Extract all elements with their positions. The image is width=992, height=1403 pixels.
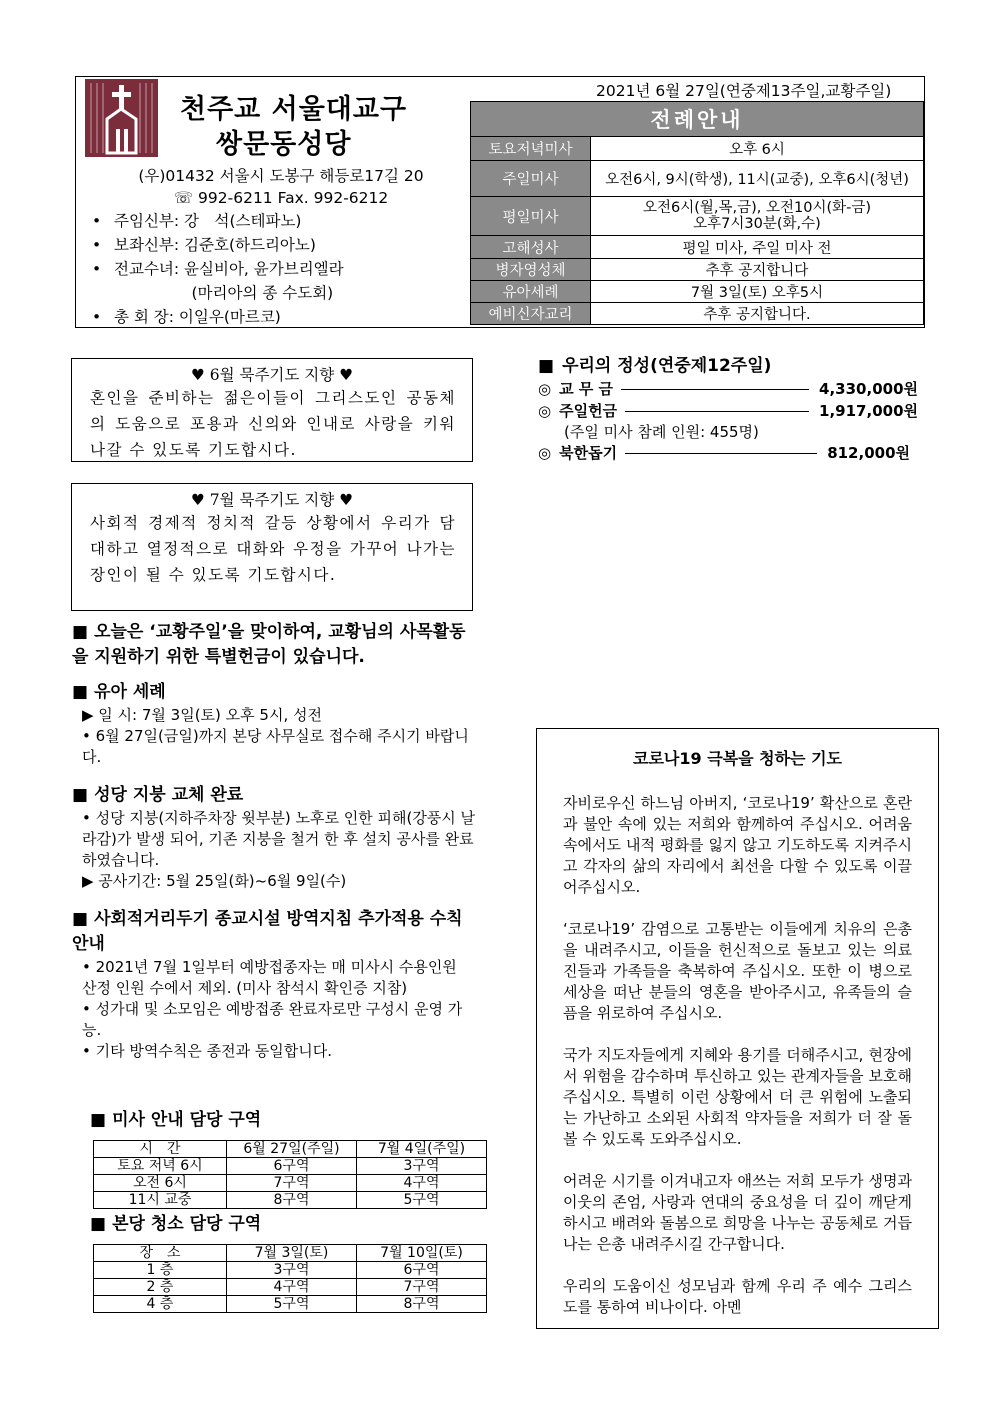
- section-marker: ■: [72, 785, 89, 805]
- table-header-row: 시 간 6월 27일(주일) 7월 4일(주일): [94, 1141, 487, 1158]
- section-marker: ■: [90, 1214, 107, 1234]
- notice-line: • 2021년 7월 1일부터 예방접종자는 매 미사시 수용인원 산정 인원 수에서 제외. (미사 참석시 확인증 지참): [82, 958, 457, 997]
- section-title: 미사 안내 담당 구역: [112, 1110, 262, 1130]
- offering-row: [538, 400, 918, 422]
- cleaning-section: [90, 1212, 494, 1237]
- liturgy-table: [470, 101, 924, 325]
- table-row: 1 층 3구역 6구역: [94, 1262, 487, 1279]
- liturgy-value: 추후 공지합니다: [591, 259, 924, 281]
- pope-sunday-notice: [72, 620, 476, 670]
- table-header-row: 장 소 7월 3일(토) 7월 10일(토): [94, 1245, 487, 1262]
- section-marker: ■: [72, 682, 89, 702]
- liturgy-value: 오후 6시: [591, 137, 924, 161]
- notice-line: • 성가대 및 소모임은 예방접종 완료자로만 구성시 운영 가능.: [82, 1000, 463, 1039]
- leader-line: [625, 453, 817, 454]
- liturgy-label: 예비신자교리: [471, 303, 591, 325]
- attendance-note: (주일 미사 참례 인원: 455명): [564, 423, 759, 441]
- offering-amount: 4,330,000원: [819, 380, 918, 398]
- notice-line: • 기타 방역수칙은 종전과 동일합니다.: [82, 1042, 333, 1060]
- offering-mark: ◎: [538, 444, 552, 462]
- cleaning-table: [93, 1244, 487, 1313]
- offering-amount: 812,000원: [827, 444, 910, 462]
- table-row: 오전 6시 7구역 4구역: [94, 1175, 487, 1192]
- offering-mark: ◎: [538, 402, 552, 420]
- table-row: 11시 교중 8구역 5구역: [94, 1192, 487, 1209]
- intention-title: ♥ 6월 묵주기도 지향 ♥: [190, 366, 354, 384]
- offering-label: 교 무 금: [559, 380, 614, 398]
- baptism-notice: [72, 680, 476, 768]
- notice-line: • 성당 지붕(지하주차장 윗부분) 노후로 인한 피해(강풍시 날라감)가 발생 되어, 기존 지붕을 철거 한 후 설치 공사를 완료하였습니다.: [82, 809, 476, 869]
- parish-title-line2: 쌍문동성당: [216, 129, 352, 160]
- table-row: 2 층 4구역 7구역: [94, 1279, 487, 1296]
- june-rosary-intention: [71, 358, 473, 462]
- staff-item: • 보좌신부: 김준호(하드리아노): [92, 236, 316, 254]
- staff-item: • 주임신부: 강 석(스테파노): [92, 212, 302, 230]
- intention-title: ♥ 7월 묵주기도 지향 ♥: [190, 491, 354, 509]
- staff-item: • 총 회 장: 이일우(마르코): [92, 308, 281, 326]
- staff-item: • 전교수녀: 윤실비아, 윤가브리엘라: [92, 260, 344, 278]
- parish-logo: [85, 79, 158, 157]
- liturgy-label: 유아세례: [471, 281, 591, 303]
- staff-list: [92, 209, 344, 329]
- offering-amount: 1,917,000원: [819, 402, 918, 420]
- section-title: 우리의 정성(연중제12주일): [562, 356, 772, 376]
- pope-sunday-text: 오늘은 ‘교황주일’을 맞이하여, 교황님의 사목활동을 지원하기 위한 특별헌금이 있습니다.: [72, 622, 466, 667]
- leader-line: [621, 389, 809, 390]
- prayer-paragraph: 우리의 도움이신 성모님과 함께 우리 주 예수 그리스도를 통하여 비나이다. 아멘: [563, 1277, 912, 1316]
- parish-address-block: [116, 165, 446, 209]
- section-title: 성당 지붕 교체 완료: [94, 785, 244, 805]
- offering-row: [538, 442, 918, 464]
- table-row: 4 층 5구역 8구역: [94, 1296, 487, 1313]
- liturgy-value: 오전6시(월,목,금), 오전10시(화-금) 오후7시30분(화,수): [591, 197, 924, 236]
- table-row: 토요 저녁 6시 6구역 3구역: [94, 1158, 487, 1175]
- church-logo-icon: [85, 79, 158, 157]
- liturgy-label: 토요저녁미사: [471, 137, 591, 161]
- notice-line: ▶ 일 시: 7월 3일(토) 오후 5시, 성전: [82, 706, 322, 724]
- parish-phone: ☏ 992-6211 Fax. 992-6212: [173, 189, 389, 207]
- bulletin-header: [75, 76, 925, 328]
- section-title: 유아 세례: [94, 682, 166, 702]
- distancing-notice: [72, 907, 476, 1062]
- liturgy-label: 고해성사: [471, 236, 591, 259]
- offering-section: [538, 354, 918, 464]
- section-title: 사회적거리두기 종교시설 방역지침 추가적용 수칙 안내: [72, 909, 463, 954]
- prayer-paragraph: ‘코로나19’ 감염으로 고통받는 이들에게 치유의 은총을 내려주시고, 이들을 헌신적으로 돌보고 있는 의료진들과 가족들을 축복하여 주십시오. 또한 이 병으로 세상을 떠난 분들의 영혼을 받아주시고, 유족들의 슬픔을 위로하여 주십시오.: [563, 920, 912, 1022]
- prayer-paragraph: 어려운 시기를 이겨내고자 애쓰는 저희 모두가 생명과 이웃의 존엄, 사랑과 연대의 중요성을 더 깊이 깨닫게 하시고 배려와 돌봄으로 희망을 나누는 공동체로 거듭나는 은총 내려주시길 간구합니다.: [563, 1172, 912, 1253]
- liturgy-value: 추후 공지합니다.: [591, 303, 924, 325]
- liturgy-value: 7월 3일(토) 오후5시: [591, 281, 924, 303]
- notice-line: ▶ 공사기간: 5월 25일(화)~6월 9일(수): [82, 872, 347, 890]
- prayer-paragraph: 국가 지도자들에게 지혜와 용기를 더해주시고, 현장에서 위험을 감수하며 투신하고 있는 관계자들을 보호해주십시오. 특별히 이런 상황에서 더 큰 위험에 노출되는 가난하고 소외된 사회적 약자들을 저희가 더 잘 돌볼 수 있도록 도와주십시오.: [563, 1046, 912, 1148]
- parish-title-line1: 천주교 서울대교구: [180, 94, 408, 125]
- liturgy-label: 주일미사: [471, 161, 591, 197]
- offering-label: 북한돕기: [559, 444, 618, 462]
- mass-guide-section: [90, 1108, 494, 1133]
- offering-label: 주일헌금: [559, 402, 618, 420]
- intention-body: 혼인을 준비하는 젊은이들이 그리스도인 공동체의 도움으로 포용과 신의와 인내로 사랑을 키워나갈 수 있도록 기도합시다.: [90, 389, 456, 459]
- section-title: 본당 청소 담당 구역: [112, 1214, 262, 1234]
- liturgy-heading: 전례안내: [471, 102, 924, 137]
- staff-item: (마리아의 종 수도회): [114, 284, 334, 302]
- roof-notice: [72, 783, 476, 892]
- liturgy-value: 오전6시, 9시(학생), 11시(교중), 오후6시(청년): [591, 161, 924, 197]
- leader-line: [625, 411, 809, 412]
- prayer-title: 코로나19 극복을 청하는 기도: [633, 749, 842, 768]
- july-rosary-intention: [71, 483, 473, 611]
- notice-line: • 6월 27일(금일)까지 본당 사무실로 접수해 주시기 바랍니다.: [82, 727, 469, 766]
- parish-address: (우)01432 서울시 도봉구 해등로17길 20: [138, 167, 424, 185]
- section-marker: ■: [538, 356, 555, 376]
- prayer-paragraph: 자비로우신 하느님 아버지, ‘코로나19’ 확산으로 혼란과 불안 속에 있는 저희와 함께하여 주십시오. 어려움 속에서도 내적 평화를 잃지 않고 기도하도록 지켜주시고 각자의 삶의 자리에서 최선을 다할 수 있도록 이끌어주십시오.: [563, 794, 912, 896]
- section-marker: ■: [90, 1110, 107, 1130]
- bulletin-date: 2021년 6월 27일(연중제13주일,교황주일): [596, 82, 892, 100]
- section-marker: ■: [72, 622, 89, 642]
- mass-guide-table: [93, 1140, 487, 1209]
- liturgy-label: 병자영성체: [471, 259, 591, 281]
- liturgy-label: 평일미사: [471, 197, 591, 236]
- intention-body: 사회적 경제적 정치적 갈등 상황에서 우리가 담대하고 열정적으로 대화와 우정을 가꾸어 나가는 장인이 될 수 있도록 기도합시다.: [90, 514, 456, 584]
- section-marker: ■: [72, 909, 89, 929]
- offering-mark: ◎: [538, 380, 552, 398]
- offering-row: [538, 378, 918, 400]
- liturgy-value: 평일 미사, 주일 미사 전: [591, 236, 924, 259]
- covid-prayer-box: [536, 728, 939, 1329]
